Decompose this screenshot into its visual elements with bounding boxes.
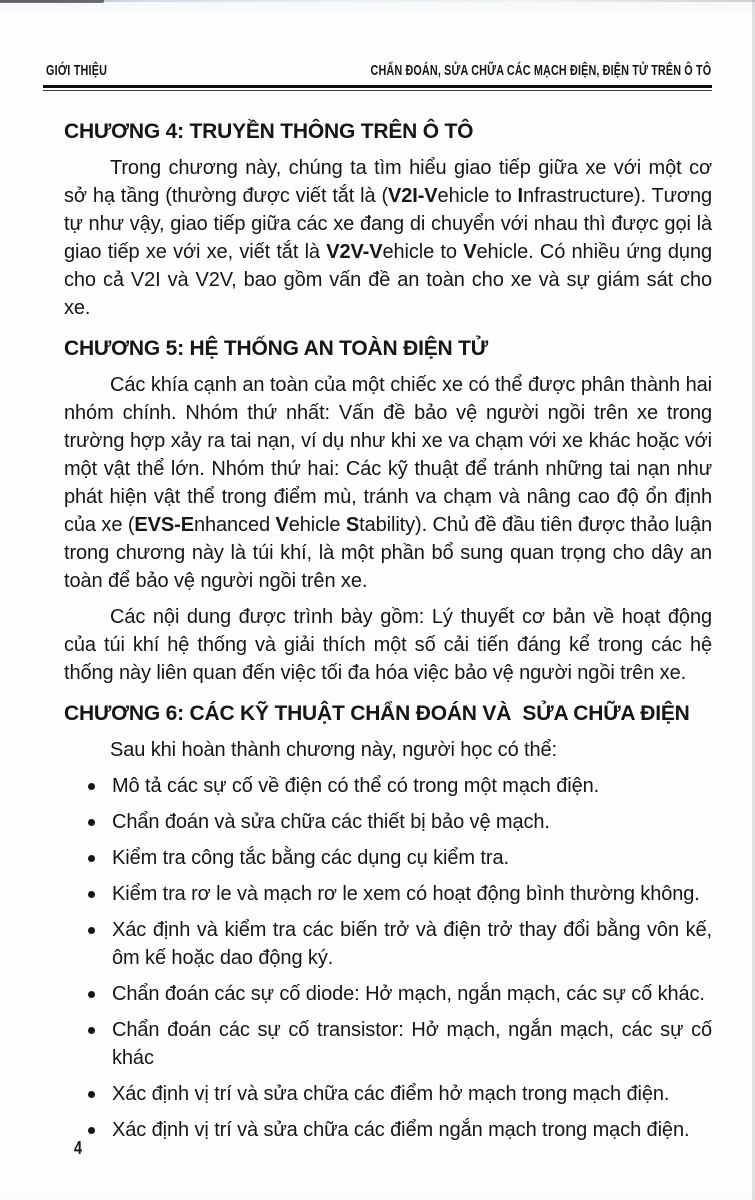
- bullet-item: [64, 980, 712, 1008]
- bold-text-run: I: [517, 185, 523, 207]
- paragraph: [64, 603, 712, 687]
- bullet-item: [64, 772, 712, 800]
- bullet-item-text: Chẩn đoán các sự cố diode: Hở mạch, ngắn mạch, các sự cố khác.: [112, 983, 705, 1005]
- bold-text-run: V: [275, 514, 289, 536]
- bold-text-run: S: [345, 514, 360, 536]
- bullet-dot-icon: [88, 991, 95, 998]
- bold-text-run: EVS-E: [134, 514, 194, 536]
- bullet-dot-icon: [88, 927, 95, 934]
- bullet-dot-icon: [88, 855, 95, 862]
- bold-text-run: V2V-V: [326, 241, 383, 263]
- document-body: [64, 110, 712, 1144]
- bullet-item-text: Kiểm tra công tắc bằng các dụng cụ kiểm tra.: [112, 847, 509, 869]
- bullet-dot-icon: [88, 783, 95, 790]
- text-run: ehicle. Có nhiều ứng dụng cho cả V2I và V2V, bao gồm vấn đề an toàn cho xe và sự giám sát cho xe.: [64, 241, 712, 319]
- chapter-heading-4: CHƯƠNG 4: TRUYỀN THÔNG TRÊN Ô TÔ: [64, 120, 474, 143]
- header-rule: [43, 85, 712, 91]
- bullet-dot-icon: [88, 891, 95, 898]
- bullet-item: [64, 880, 712, 908]
- bullet-item-text: Chẩn đoán các sự cố transistor: Hở mạch, ngắn mạch, các sự cố khác: [112, 1019, 712, 1069]
- paragraph: [64, 736, 712, 764]
- text-run: Các nội dung được trình bày gồm: Lý thuyết cơ bản về hoạt động của túi khí hệ thống và giải thích một số cải tiến đáng kể trong các hệ thống này liên quan đến việc tối đa hóa việc bảo vệ người ngồi trên xe.: [64, 606, 712, 684]
- chapter-heading-5: CHƯƠNG 5: HỆ THỐNG AN TOÀN ĐIỆN TỬ: [64, 337, 488, 360]
- bullet-item: [64, 1116, 712, 1144]
- running-header-left: GIỚI THIỆU: [46, 62, 108, 79]
- text-run: ehicle to: [437, 185, 518, 207]
- page-number: 4: [74, 1138, 83, 1158]
- text-run: Trong chương này, chúng ta tìm hiểu giao tiếp giữa xe với một cơ sở hạ tầng (thường được viết tắt là (: [64, 157, 712, 207]
- chapter-heading-6: CHƯƠNG 6: CÁC KỸ THUẬT CHẨN ĐOÁN VÀ SỬA CHỮA ĐIỆN: [64, 702, 690, 725]
- bullet-item-text: Mô tả các sự cố về điện có thể có trong một mạch điện.: [112, 775, 600, 797]
- text-run: Các khía cạnh an toàn của một chiếc xe có thể được phân thành hai nhóm chính. Nhóm thứ nhất: Vấn đề bảo vệ người ngồi trên xe trong trường hợp xảy ra tai nạn, ví dụ như khi xe va chạm với xe khác hoặc với một vật thể lớn. Nhóm thứ hai: Các kỹ thuật để tránh những tai nạn như phát hiện vật thể trong điểm mù, tránh va chạm và nâng cao độ ổn định của xe (: [64, 374, 712, 536]
- objectives-bullet-list: [64, 772, 712, 1144]
- bold-text-run: V2I-V: [388, 185, 438, 207]
- bullet-item: [64, 916, 712, 972]
- text-run: nfrastructure). Tương tự như vậy, giao tiếp giữa các xe đang di chuyển với nhau thì được gọi là giao tiếp xe với xe, viết tắt là: [64, 185, 712, 263]
- text-run: Sau khi hoàn thành chương này, người học có thể:: [110, 739, 558, 761]
- text-run: nhanced: [193, 514, 276, 536]
- scan-artifact-top-left-mark: [0, 0, 104, 3]
- paragraph: [64, 154, 712, 322]
- scan-artifact-top-edge: [0, 0, 755, 2]
- bullet-item-text: Xác định và kiểm tra các biến trở và điện trở thay đổi bằng vôn kế, ôm kế hoặc dao động ký.: [112, 919, 712, 969]
- text-run: ehicle to: [382, 241, 464, 263]
- bullet-dot-icon: [88, 1127, 95, 1134]
- bullet-item: [64, 1080, 712, 1108]
- bullet-item-text: Xác định vị trí và sửa chữa các điểm hở mạch trong mạch điện.: [112, 1083, 670, 1105]
- bullet-dot-icon: [88, 1091, 95, 1098]
- text-run: ehicle: [288, 514, 346, 536]
- bullet-item-text: Kiểm tra rơ le và mạch rơ le xem có hoạt động bình thường không.: [112, 883, 700, 905]
- running-header-right: CHẨN ĐOÁN, SỬA CHỮA CÁC MẠCH ĐIỆN, ĐIỆN TỬ TRÊN Ô TÔ: [370, 62, 711, 79]
- bullet-item: [64, 844, 712, 872]
- paragraph: [64, 371, 712, 595]
- bullet-item: [64, 808, 712, 836]
- bullet-dot-icon: [88, 819, 95, 826]
- bullet-item-text: Xác định vị trí và sửa chữa các điểm ngắn mạch trong mạch điện.: [112, 1119, 690, 1141]
- bullet-item: [64, 1016, 712, 1072]
- bullet-item-text: Chẩn đoán và sửa chữa các thiết bị bảo vệ mạch.: [112, 811, 550, 833]
- bold-text-run: V: [463, 241, 477, 263]
- text-run: tability). Chủ đề đầu tiên được thảo luận trong chương này là túi khí, là một phần bổ sung quan trọng cho dây an toàn để bảo vệ người ngồi trên xe.: [64, 514, 712, 592]
- bullet-dot-icon: [88, 1027, 95, 1034]
